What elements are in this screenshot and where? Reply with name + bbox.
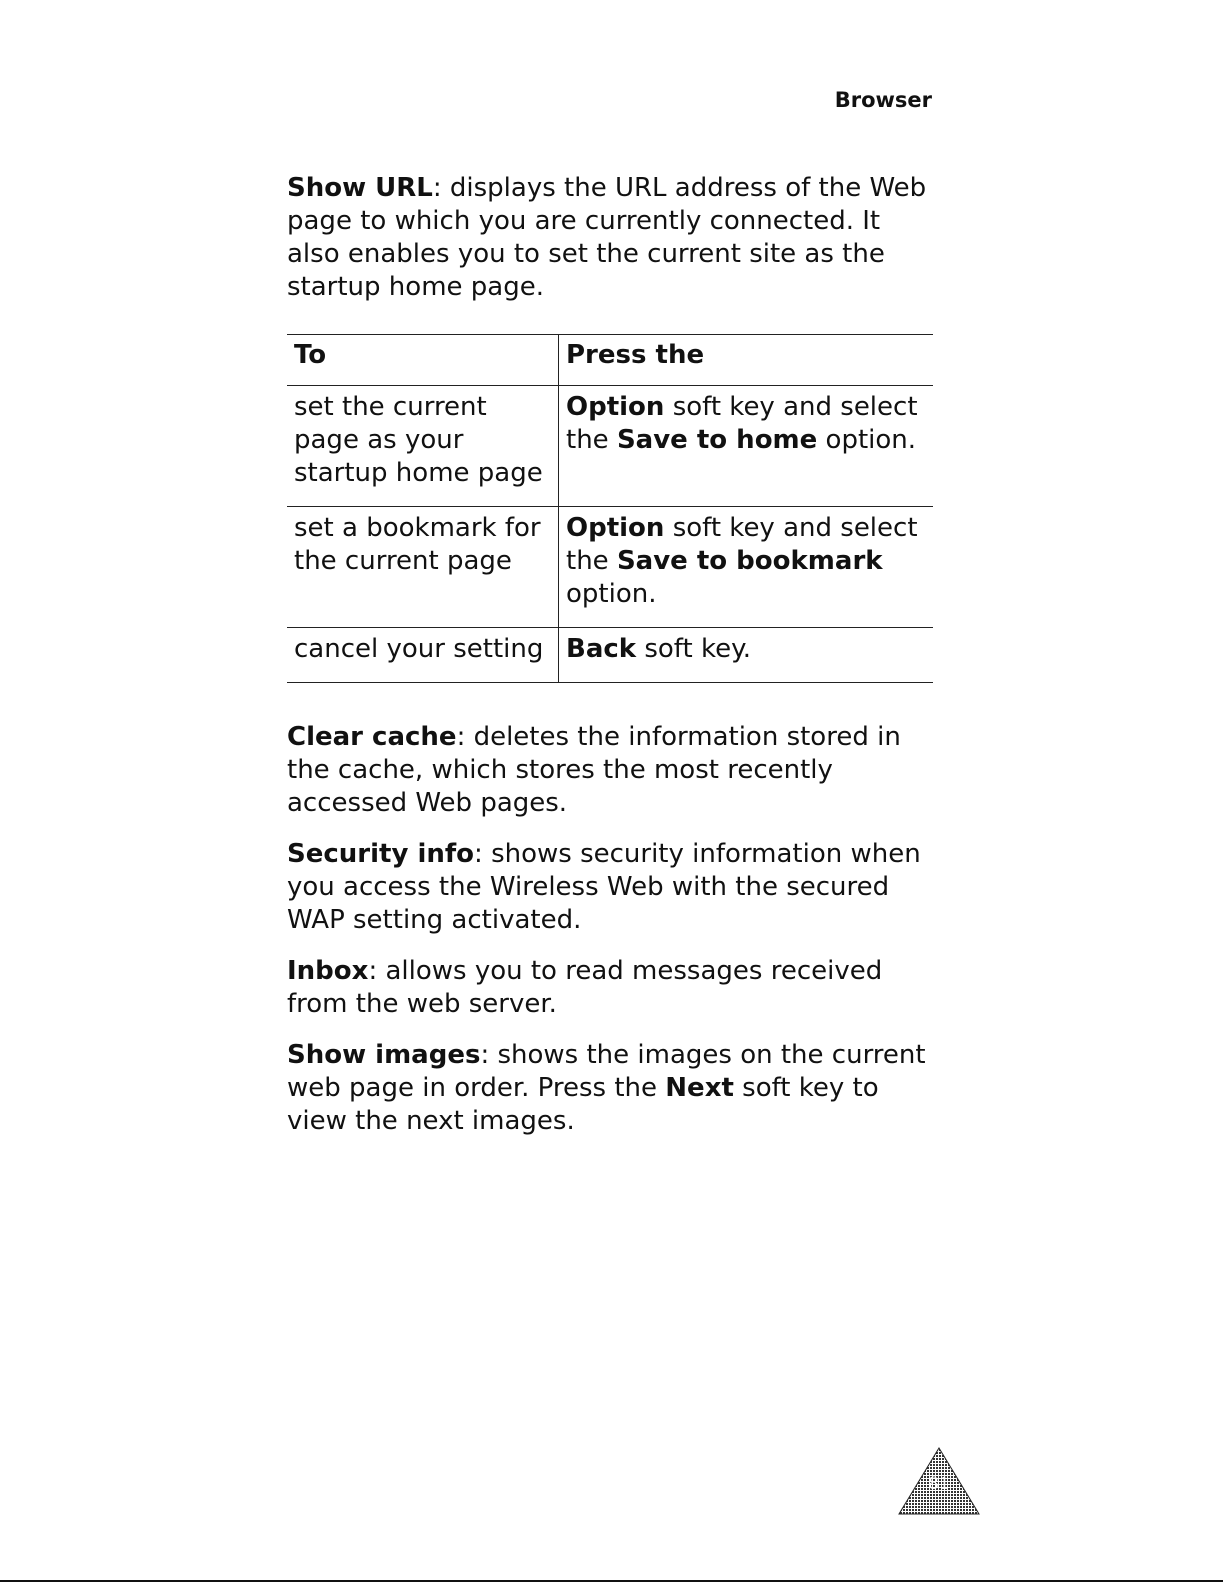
table-cell-press (559, 386, 934, 507)
cell-text: option. (817, 425, 917, 455)
show-images-description: : shows the images on the current web page in order. Press the (287, 1040, 926, 1103)
table-cell-press (559, 628, 934, 683)
table-row (287, 628, 933, 683)
show-url-paragraph (287, 172, 935, 304)
page-number: 81 (928, 1474, 950, 1494)
page-content (287, 172, 935, 1138)
show-url-description: : displays the URL address of the Web page to which you are currently connected. It also enables you to set the current site as the startup home page. (287, 173, 927, 302)
clear-cache-term: Clear cache (287, 722, 457, 752)
inbox-description: : allows you to read messages received from the web server. (287, 956, 883, 1019)
table-header-row (287, 335, 933, 386)
options-table (287, 334, 933, 683)
key-name: Option (566, 392, 665, 422)
show-url-term: Show URL (287, 173, 433, 203)
cell-text: option. (566, 579, 657, 609)
clear-cache-paragraph (287, 721, 935, 820)
option-name: Save to home (616, 425, 818, 455)
security-info-term: Security info (287, 839, 475, 869)
table-cell-to: set a bookmark for the current page (287, 507, 559, 628)
inbox-paragraph (287, 955, 935, 1021)
key-name: Option (566, 513, 665, 543)
cell-text: soft key. (636, 634, 752, 664)
option-name: Save to bookmark (616, 546, 883, 576)
security-info-paragraph (287, 838, 935, 937)
next-key-name: Next (665, 1073, 734, 1103)
security-info-description: : shows security information when you access the Wireless Web with the secured WAP setting activated. (287, 839, 921, 935)
table-cell-to: cancel your setting (287, 628, 559, 683)
cell-text: soft key and select the (566, 513, 918, 576)
column-header-to: To (287, 335, 559, 386)
clear-cache-description: : deletes the information stored in the cache, which stores the most recently accessed Web pages. (287, 722, 901, 818)
show-images-description-end: soft key to view the next images. (287, 1073, 879, 1136)
bottom-border (0, 1580, 1223, 1582)
column-header-press: Press the (559, 335, 934, 386)
inbox-term: Inbox (287, 956, 369, 986)
table-row (287, 507, 933, 628)
table-cell-press (559, 507, 934, 628)
section-header: Browser (834, 88, 932, 112)
show-images-term: Show images (287, 1040, 481, 1070)
key-name: Back (566, 634, 637, 664)
cell-text: soft key and select the (566, 392, 918, 455)
table-row (287, 386, 933, 507)
table-cell-to: set the current page as your startup home page (287, 386, 559, 507)
show-images-paragraph (287, 1039, 935, 1138)
